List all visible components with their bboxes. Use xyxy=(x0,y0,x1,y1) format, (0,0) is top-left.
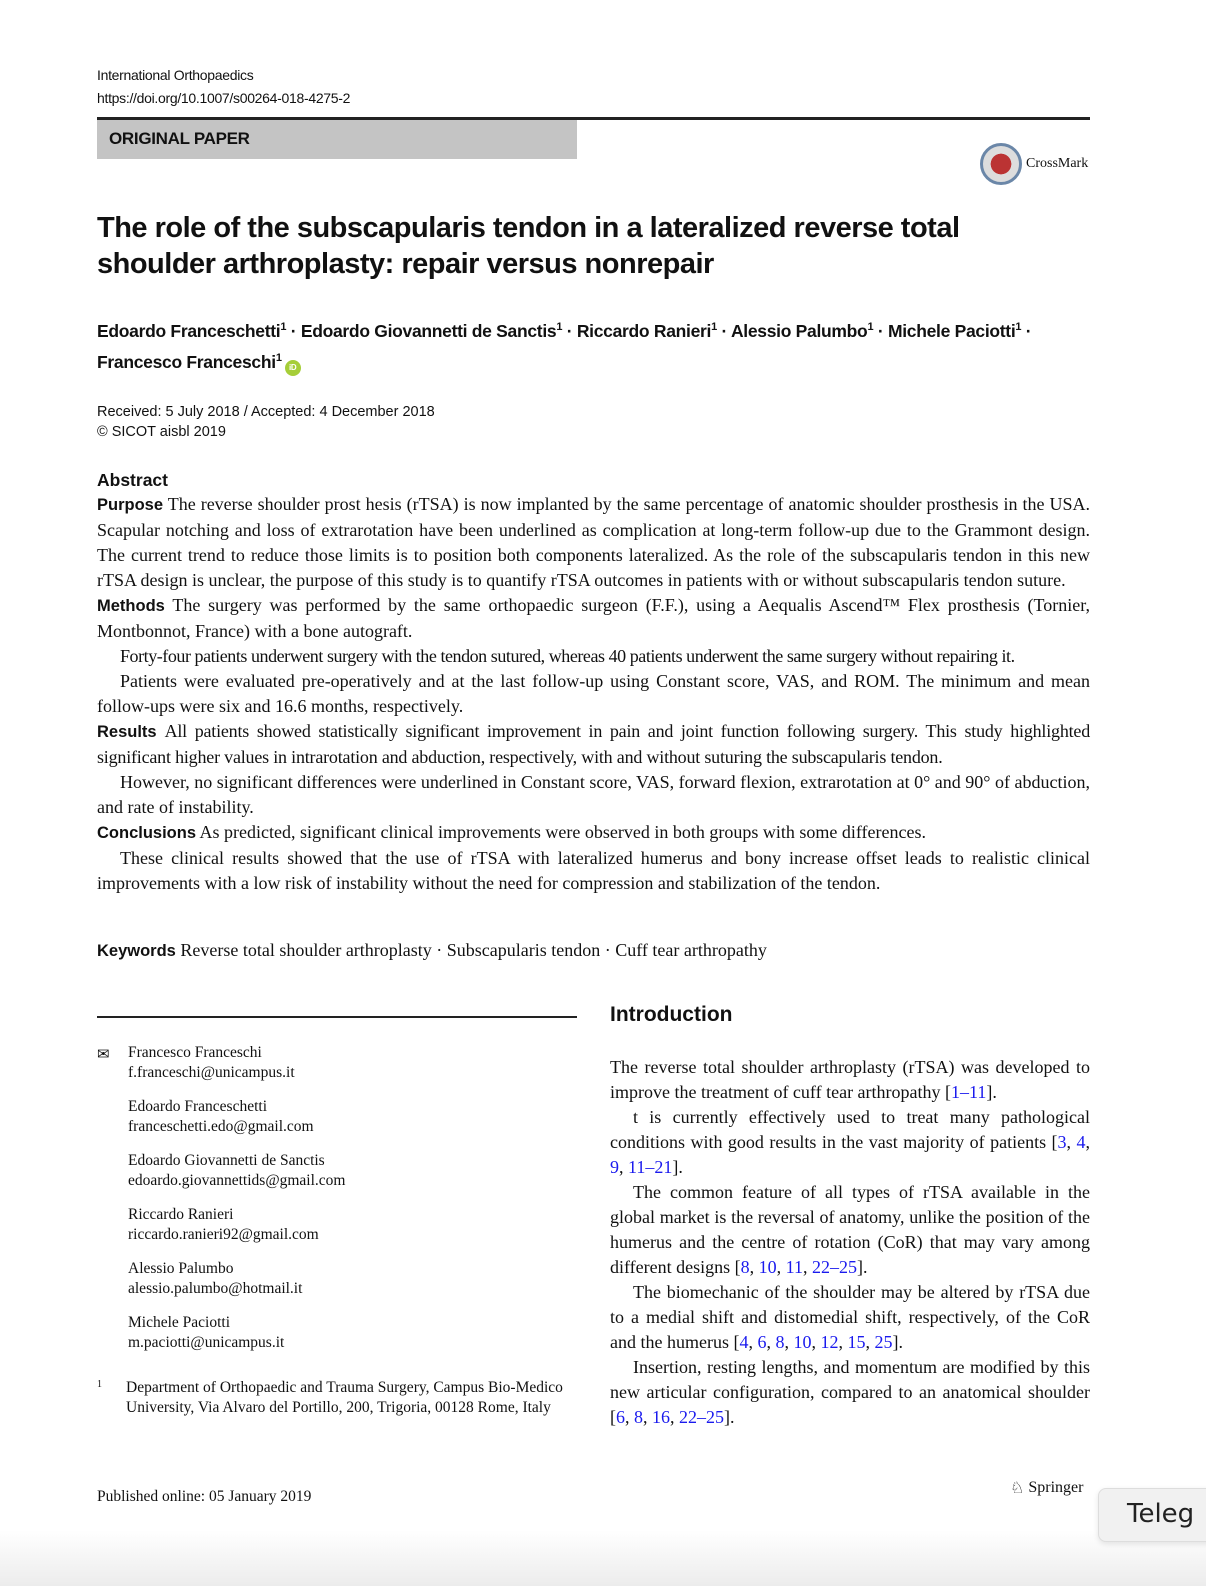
journal-header xyxy=(97,64,350,110)
contact-name: Edoardo Franceschetti xyxy=(128,1098,268,1115)
intro-paragraph xyxy=(610,1355,1090,1430)
citation-link[interactable]: 8 xyxy=(634,1407,643,1427)
contact-name: Edoardo Giovannetti de Sanctis xyxy=(128,1152,325,1169)
abstract-purpose xyxy=(97,492,1090,593)
conclusions-text-2: These clinical results showed that the use of rTSA with lateralized humerus and bony increase offset leads to realistic clinical improvements with a low risk of instability without the need for compression and stabilization of the tendon. xyxy=(97,848,1090,893)
keywords-text: Reverse total shoulder arthroplasty · Subscapularis tendon · Cuff tear arthropathy xyxy=(180,940,767,960)
abstract xyxy=(97,468,1090,896)
abstract-methods xyxy=(97,593,1090,644)
citation-link[interactable]: 8 xyxy=(740,1257,750,1277)
affiliation-number: 1 xyxy=(97,1379,102,1390)
contact-entry xyxy=(128,1097,577,1137)
citation-link[interactable]: 3 xyxy=(1057,1132,1067,1152)
contact-entry xyxy=(128,1043,577,1083)
app-tooltip[interactable]: Teleg xyxy=(1098,1488,1206,1542)
conclusions-label: Conclusions xyxy=(97,824,197,842)
intro-text: ]. xyxy=(724,1407,735,1427)
methods-label: Methods xyxy=(97,597,165,615)
contact-entry xyxy=(128,1205,577,1245)
intro-text: , xyxy=(811,1332,821,1352)
citation-link[interactable]: 10 xyxy=(793,1332,812,1352)
knight-icon: ♘ xyxy=(1010,1480,1025,1497)
keywords xyxy=(97,938,767,964)
methods-text: The surgery was performed by the same orthopaedic surgeon (F.F.), using a Aequalis Ascend™ Flex prosthesis (Tornier, Montbonnot, France) with a bone autograft. xyxy=(97,595,1090,641)
contact-entry xyxy=(128,1313,577,1353)
author-affiliation: 1 xyxy=(711,321,717,333)
intro-text: ]. xyxy=(672,1157,683,1177)
contact-email[interactable]: riccardo.ranieri92@gmail.com xyxy=(128,1226,319,1243)
author-list: Edoardo Franceschetti$^1$ · Edoardo Giovannetti de Sanctis$^1$ · Riccardo Ranieri$^1$ · Alessio Palumbo$^1$ · Michele Paciotti$^1$ · Francesco Franceschi$^1$iD xyxy=(97,314,1097,376)
author-name: Riccardo Ranieri xyxy=(576,320,712,341)
purpose-text: The reverse shoulder prost hesis (rTSA) is now implanted by the same percentage of anatomic shoulder prosthesis in the USA. Scapular notching and loss of extrarotation have been underlined as complication at long-term follow-up due to the Grammont design. The current trend to reduce those limits is to position both components lateralized. As the role of the subscapularis tendon in this new rTSA design is unclear, the purpose of this study is to quantify rTSA outcomes in patients with or without subscapularis tendon suture. xyxy=(97,494,1090,590)
intro-text: , xyxy=(643,1407,652,1427)
author-affiliation: 1 xyxy=(275,351,282,364)
publisher-logo xyxy=(1010,1478,1083,1498)
intro-paragraph xyxy=(610,1105,1090,1180)
introduction-section xyxy=(610,1002,1090,1430)
contact-email[interactable]: edoardo.giovannettids@gmail.com xyxy=(128,1172,346,1189)
crossmark-button[interactable] xyxy=(980,143,1088,185)
contact-email[interactable]: f.franceschi@unicampus.it xyxy=(128,1064,295,1081)
crossmark-label: CrossMark xyxy=(1026,156,1089,171)
intro-text: , xyxy=(838,1332,848,1352)
dates xyxy=(97,402,435,442)
intro-text: , xyxy=(1085,1132,1090,1152)
citation-link[interactable]: 10 xyxy=(758,1257,777,1277)
intro-text: ]. xyxy=(856,1257,868,1277)
paper-title: The role of the subscapularis tendon in a lateralized reverse total shoulder arthroplasty: repair versus nonrepair xyxy=(97,212,960,280)
author-affiliation: 1 xyxy=(280,321,287,333)
author[interactable] xyxy=(97,321,286,341)
orcid-icon[interactable]: iD xyxy=(285,360,301,376)
intro-text: t is currently effectively used to treat many pathological conditions with good results in the vast majority of patients [ xyxy=(610,1107,1090,1152)
conclusions-text: As predicted, significant clinical improvements were observed in both groups with some differences. xyxy=(199,822,926,842)
intro-text: , xyxy=(670,1407,679,1427)
intro-text: The biomechanic of the shoulder may be altered by rTSA due to a medial shift and distomedial shift, respectively, of the CoR and the humerus [ xyxy=(610,1282,1090,1352)
citation-link[interactable]: 15 xyxy=(847,1332,866,1352)
author-name: Edoardo Franceschetti xyxy=(97,320,281,341)
citation-link[interactable]: 6 xyxy=(757,1332,767,1352)
citation-link[interactable]: 4 xyxy=(1076,1132,1086,1152)
abstract-results xyxy=(97,719,1090,770)
author-name: Michele Paciotti xyxy=(887,320,1016,341)
keywords-label: Keywords xyxy=(97,942,176,960)
author[interactable] xyxy=(97,352,282,372)
contact-email[interactable]: m.paciotti@unicampus.it xyxy=(128,1334,285,1351)
intro-text: , xyxy=(865,1332,875,1352)
citation-link[interactable]: 16 xyxy=(652,1407,670,1427)
affiliation-text: Department of Orthopaedic and Trauma Surgery, Campus Bio-Medico University, Via Alvaro del Portillo, 200, Trigoria, 00128 Rome, Italy xyxy=(126,1379,563,1416)
doi-link[interactable]: https://doi.org/10.1007/s00264-018-4275-2 xyxy=(97,90,351,106)
intro-text: ]. xyxy=(986,1082,997,1102)
author[interactable] xyxy=(888,321,1021,341)
crossmark-icon xyxy=(980,143,1022,185)
contact-email[interactable]: alessio.palumbo@hotmail.it xyxy=(128,1280,303,1297)
author-affiliation: 1 xyxy=(556,321,563,333)
envelope-icon: ✉ xyxy=(97,1047,110,1063)
citation-link[interactable]: 9 xyxy=(610,1157,619,1177)
author[interactable] xyxy=(301,321,562,341)
author-affiliation: 1 xyxy=(867,321,874,333)
citation-link[interactable]: 11 xyxy=(785,1257,803,1277)
citation-link[interactable]: 25 xyxy=(874,1332,893,1352)
page-bottom-shadow xyxy=(0,1530,1206,1586)
introduction-body xyxy=(610,1055,1090,1430)
citation-link[interactable]: 22–25 xyxy=(811,1257,857,1277)
citation-link[interactable]: 4 xyxy=(739,1332,749,1352)
intro-paragraph xyxy=(610,1055,1090,1105)
affiliation xyxy=(97,1378,567,1418)
intro-text: , xyxy=(776,1257,786,1277)
author-name: Francesco Franceschi xyxy=(97,351,276,372)
copyright: © SICOT aisbl 2019 xyxy=(97,424,226,440)
intro-text: , xyxy=(748,1332,758,1352)
citation-link[interactable]: 22–25 xyxy=(679,1407,724,1427)
methods-text-3: Patients were evaluated pre-operatively and at the last follow-up using Constant score, VAS, and ROM. The minimum and mean follow-ups were six and 16.6 months, respectively. xyxy=(97,671,1090,716)
intro-paragraph xyxy=(610,1280,1090,1355)
intro-text: , xyxy=(802,1257,812,1277)
paper-type-band: ORIGINAL PAPER xyxy=(97,120,577,159)
journal-name: International Orthopaedics xyxy=(97,67,254,83)
results-text-2: However, no significant differences were underlined in Constant score, VAS, forward flexion, extrarotation at 0° and 90° of abduction, and rate of instability. xyxy=(97,772,1090,817)
contact-name: Riccardo Ranieri xyxy=(128,1206,234,1223)
contact-name: Alessio Palumbo xyxy=(128,1260,234,1277)
author-name: Alessio Palumbo xyxy=(730,320,868,341)
intro-text: , xyxy=(1066,1132,1077,1152)
received-accepted: Received: 5 July 2018 / Accepted: 4 December 2018 xyxy=(97,404,435,420)
citation-link[interactable]: 1–11 xyxy=(951,1082,987,1102)
results-text: All patients showed statistically significant improvement in pain and joint function following surgery. This study highlighted significant higher values in intrarotation and abduction, respectively, with and without suturing the subscapularis tendon. xyxy=(97,721,1091,767)
intro-text: , xyxy=(766,1332,776,1352)
intro-text: , xyxy=(749,1257,759,1277)
abstract-heading: Abstract xyxy=(97,470,168,490)
intro-text: ]. xyxy=(892,1332,903,1352)
published-date: Published online: 05 January 2019 xyxy=(97,1488,312,1505)
intro-text: The common feature of all types of rTSA available in the global market is the reversal of anatomy, unlike the position of the humerus and the centre of rotation (CoR) that may vary among different designs [ xyxy=(610,1182,1090,1277)
intro-text: , xyxy=(784,1332,794,1352)
intro-text: Insertion, resting lengths, and momentum are modified by this new articular configuration, compared to an anatomical shoulder [ xyxy=(610,1357,1090,1427)
citation-link[interactable]: 6 xyxy=(616,1407,625,1427)
purpose-label: Purpose xyxy=(97,496,164,514)
citation-link[interactable]: 12 xyxy=(820,1332,839,1352)
contact-list xyxy=(97,1043,577,1367)
intro-text: , xyxy=(625,1407,634,1427)
footnote-rule xyxy=(97,1016,577,1018)
intro-paragraph xyxy=(610,1180,1090,1280)
intro-text: The reverse total shoulder arthroplasty (rTSA) was developed to improve the treatment of cuff tear arthropathy [ xyxy=(610,1057,1090,1102)
intro-text: , xyxy=(619,1157,628,1177)
methods-text-2: Forty-four patients underwent surgery with the tendon sutured, whereas 40 patients underwent the same surgery without repairing it. xyxy=(120,646,1015,666)
author[interactable] xyxy=(577,321,717,341)
citation-link[interactable]: 8 xyxy=(775,1332,785,1352)
contact-name: Michele Paciotti xyxy=(128,1314,231,1331)
citation-link[interactable]: 11–21 xyxy=(628,1157,673,1177)
contact-entry xyxy=(128,1151,577,1191)
author-name: Edoardo Giovannetti de Sanctis xyxy=(300,320,557,341)
author-affiliation: 1 xyxy=(1015,321,1022,333)
contact-entry xyxy=(128,1259,577,1299)
publisher-name: Springer xyxy=(1028,1479,1084,1496)
introduction-heading: Introduction xyxy=(610,1003,733,1026)
abstract-conclusions xyxy=(97,820,1090,846)
contact-email[interactable]: franceschetti.edo@gmail.com xyxy=(128,1118,314,1135)
results-label: Results xyxy=(97,723,157,741)
author[interactable] xyxy=(731,321,873,341)
contact-name: Francesco Franceschi xyxy=(128,1044,262,1061)
